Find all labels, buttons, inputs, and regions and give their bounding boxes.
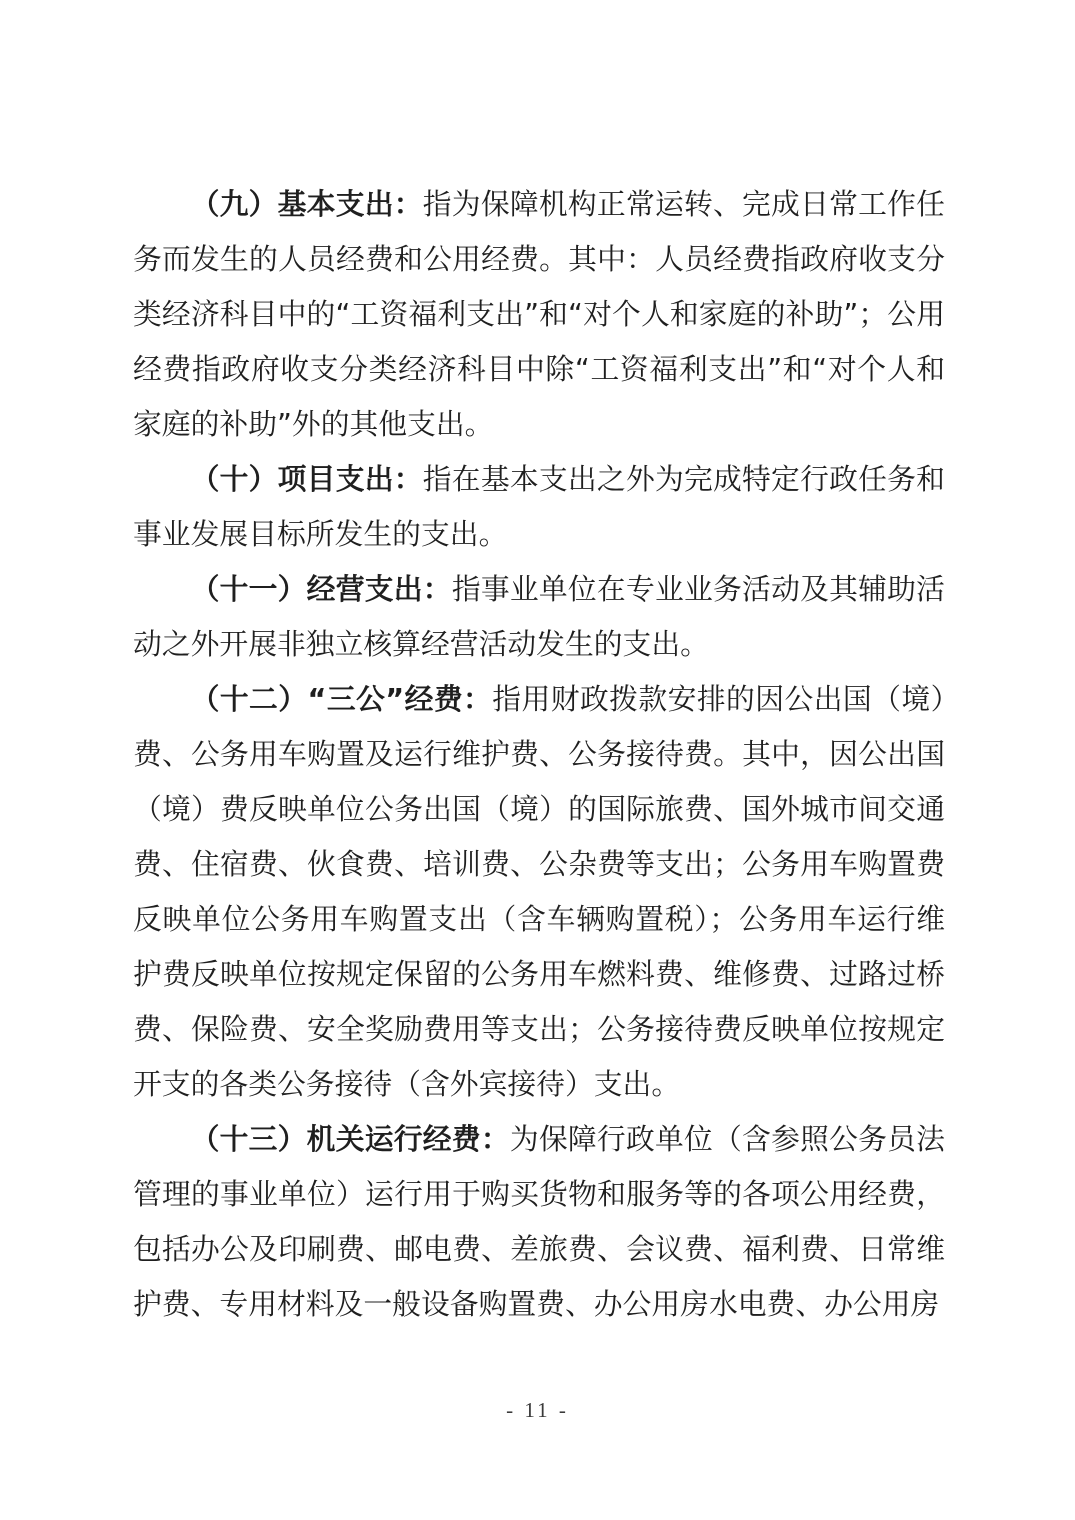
paragraph — [133, 562, 945, 672]
paragraph — [133, 177, 945, 452]
paragraph-lead: （十三）机关运行经费： — [190, 1122, 510, 1156]
page-number: - 11 - — [506, 1398, 569, 1422]
paragraph — [133, 452, 945, 562]
paragraph-body: 指事业单位在专业业务活动及其辅助活动之外开展非独立核算经营活动发生的支出。 — [133, 572, 945, 661]
paragraph — [133, 1112, 945, 1332]
paragraph-lead: （九）基本支出： — [190, 187, 423, 221]
paragraph-lead: （十）项目支出： — [190, 462, 423, 496]
paragraph-lead: （十一）经营支出： — [190, 572, 452, 606]
paragraph-body: 指为保障机构正常运转、完成日常工作任务而发生的人员经费和公用经费。其中：人员经费指政府收支分类经济科目中的“工资福利支出”和“对个人和家庭的补助”；公用经费指政府收支分类经济科目中除“工资福利支出”和“对个人和家庭的补助”外的其他支出。 — [133, 187, 945, 441]
document-body — [133, 177, 945, 1332]
paragraph-body: 为保障行政单位（含参照公务员法管理的事业单位）运行用于购买货物和服务等的各项公用经费，包括办公及印刷费、邮电费、差旅费、会议费、福利费、日常维护费、专用材料及一般设备购置费、办公用房水电费、办公用房 — [133, 1122, 945, 1321]
paragraph-body: 指用财政拨款安排的因公出国（境）费、公务用车购置及运行维护费、公务接待费。其中，因公出国（境）费反映单位公务出国（境）的国际旅费、国外城市间交通费、住宿费、伙食费、培训费、公杂费等支出；公务用车购置费反映单位公务用车购置支出（含车辆购置税）；公务用车运行维护费反映单位按规定保留的公务用车燃料费、维修费、过路过桥费、保险费、安全奖励费用等支出；公务接待费反映单位按规定开支的各类公务接待（含外宾接待）支出。 — [133, 682, 945, 1101]
paragraph-lead: （十二）“三公”经费： — [190, 682, 493, 716]
paragraph — [133, 672, 945, 1112]
paragraph-body: 指在基本支出之外为完成特定行政任务和事业发展目标所发生的支出。 — [133, 462, 945, 551]
